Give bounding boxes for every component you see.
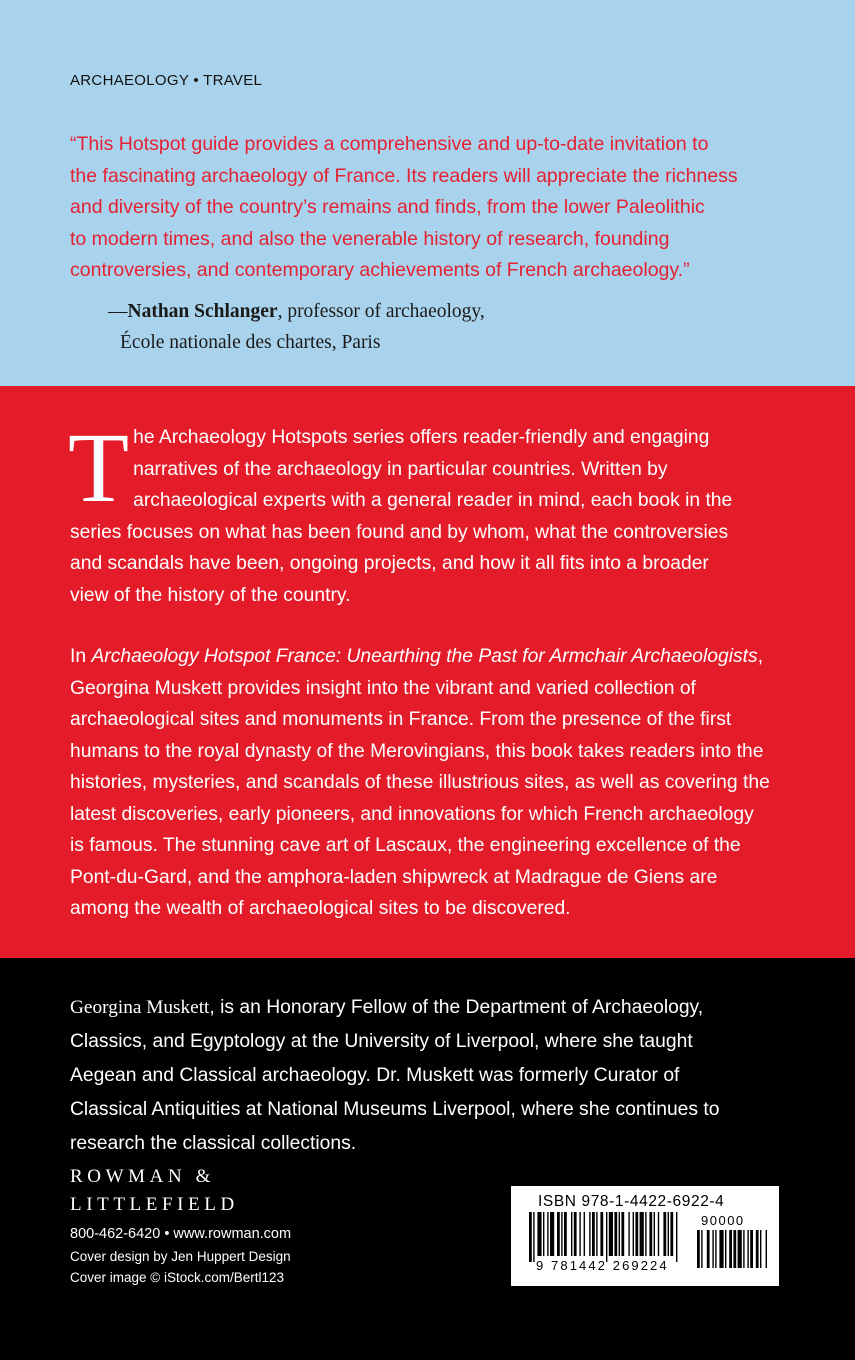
description-line: Pont-du-Gard, and the amphora-laden shipwreck at Madrague de Giens are xyxy=(70,866,718,888)
quote-line: “This Hotspot guide provides a comprehensive and up-to-date invitation to xyxy=(70,133,709,155)
quote-line: the fascinating archaeology of France. Its readers will appreciate the richness xyxy=(70,164,738,187)
description-line: is famous. The stunning cave art of Lascaux, the engineering excellence of the xyxy=(70,835,741,856)
attribution-dash: — xyxy=(108,301,128,322)
series-description xyxy=(68,412,800,611)
description-intro: In xyxy=(70,646,92,667)
category-label: ARCHAEOLOGY • TRAVEL xyxy=(70,72,263,89)
quote-author-affiliation: École nationale des chartes, Paris xyxy=(120,332,381,353)
description-line: histories, mysteries, and scandals of these illustrious sites, as well as covering the xyxy=(70,772,770,793)
description-line: narratives of the archaeology in particular countries. Written by xyxy=(133,458,668,480)
quote-line: controversies, and contemporary achievements of French archaeology.” xyxy=(70,259,690,281)
bio-line: Aegean and Classical archaeology. Dr. Muskett was formerly Curator of xyxy=(70,1065,680,1086)
description-line: latest discoveries, early pioneers, and innovations for which French archaeology xyxy=(70,803,754,825)
quote-author-name: Nathan Schlanger xyxy=(127,301,278,322)
description-line: and scandals have been, ongoing projects, and how it all fits into a broader xyxy=(70,553,709,574)
quote-line: and diversity of the country’s remains and finds, from the lower Paleolithic xyxy=(70,196,705,218)
publisher-logo-line2: LITTLEFIELD xyxy=(70,1194,239,1215)
description-line: archaeological sites and monuments in France. From the presence of the first xyxy=(70,709,732,730)
author-bio xyxy=(70,991,800,1161)
ean-digits: 9 781442 269224 xyxy=(536,1258,669,1273)
bio-line: research the classical collections. xyxy=(70,1133,357,1154)
description-line: series focuses on what has been found and by whom, what the controversies xyxy=(70,521,729,543)
price-code: 90000 xyxy=(701,1213,745,1228)
bio-line-rest: , is an Honorary Fellow of the Department of Archaeology, xyxy=(209,997,704,1018)
quote-line: to modern times, and also the venerable history of research, founding xyxy=(70,227,670,250)
description-line: archaeological experts with a general reader in mind, each book in the xyxy=(133,490,733,511)
bio-line: Classical Antiquities at National Museums Liverpool, where she continues to xyxy=(70,1099,720,1120)
description-line: he Archaeology Hotspots series offers reader-friendly and engaging xyxy=(133,427,710,448)
author-name: Georgina Muskett xyxy=(70,997,210,1018)
isbn-text: ISBN 978-1-4422-6922-4 xyxy=(538,1193,725,1210)
cover-design-credit: Cover design by Jen Huppert Design xyxy=(70,1249,291,1264)
publisher-contact: 800-462-6420 • www.rowman.com xyxy=(70,1226,292,1242)
quote-author-role: , professor of archaeology, xyxy=(277,301,485,322)
publisher-logo-line1: ROWMAN & xyxy=(70,1166,215,1187)
endorsement-quote xyxy=(70,129,790,287)
description-line: view of the history of the country. xyxy=(70,584,351,606)
description-line: In Archaeology Hotspot France: Unearthing the Past for Armchair Archaeologists, xyxy=(70,646,764,667)
cover-image-credit: Cover image © iStock.com/Bertl123 xyxy=(70,1270,285,1285)
bio-line xyxy=(70,991,800,1025)
book-description xyxy=(70,641,800,925)
book-title: Archaeology Hotspot France: Unearthing the Past for Armchair Archaeologists xyxy=(91,646,758,667)
bio-line: Classics, and Egyptology at the University of Liverpool, where she taught xyxy=(70,1031,693,1052)
quote-attribution xyxy=(108,296,485,358)
description-line: Georgina Muskett provides insight into the vibrant and varied collection of xyxy=(70,677,696,699)
drop-cap: T xyxy=(68,412,130,523)
description-line: among the wealth of archaeological sites to be discovered. xyxy=(70,898,571,919)
description-line: humans to the royal dynasty of the Merovingians, this book takes readers into the xyxy=(70,740,764,762)
